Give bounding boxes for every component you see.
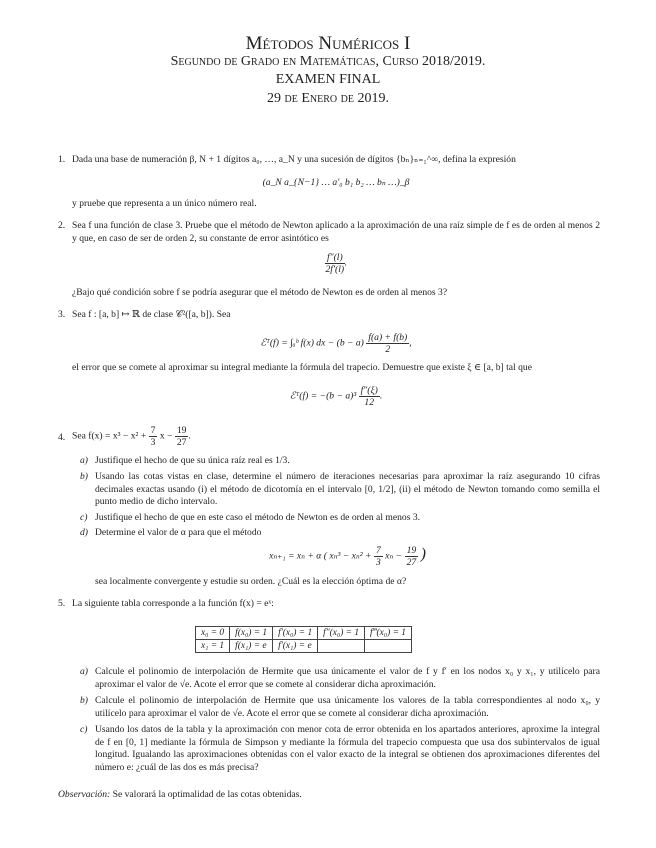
formula-mid: x − bbox=[159, 430, 173, 442]
question-2-formula bbox=[72, 252, 600, 275]
observation bbox=[58, 789, 302, 800]
item-text: Justifique el hecho de que en este caso el método de Newton es de orden al menos 3. bbox=[95, 512, 421, 523]
numerator: f(a) + f(b) bbox=[368, 332, 408, 343]
table-row bbox=[196, 627, 412, 640]
question-4d-formula bbox=[95, 545, 600, 568]
denominator: 2 bbox=[385, 344, 391, 355]
item-text: Calcule el polinomio de interpolación de Hermite que usa únicamente el valor de f y f′ en los nodos x₀ y x₁, y utilícelo para aproximar el valor de √e. Acote el error que se comete al considerar dicha aproximación. bbox=[95, 666, 600, 690]
formula-left: ℰᵀ(f) = −(b − a)³ bbox=[289, 390, 357, 402]
item-text: Justifique el hecho de que su única raíz real es 1/3. bbox=[95, 455, 290, 466]
exam-subtitle: Segundo de Grado en Matemáticas, Curso 2018/2019. bbox=[170, 54, 486, 69]
denominator: 2f′(l) bbox=[325, 264, 345, 275]
exam-date: 29 de Enero de 2019. bbox=[267, 91, 389, 106]
question-3-formula bbox=[72, 332, 600, 355]
denominator: 27 bbox=[176, 437, 187, 448]
question-3-text: Sea f : [a, b] ↦ ℝ de clase 𝒞²([a, b]). Sea bbox=[72, 309, 231, 320]
table-cell: f‴(x₀) = 1 bbox=[365, 627, 412, 640]
numerator: 7 bbox=[375, 545, 381, 556]
fraction bbox=[374, 545, 383, 568]
question-3-formula-2 bbox=[72, 385, 600, 408]
formula-mid: xₙ − bbox=[385, 550, 403, 562]
observation-text: Se valorará la optimalidad de las cotas obtenidas. bbox=[112, 789, 302, 800]
table-cell bbox=[365, 640, 412, 653]
item-text: Calcule el polinomio de interpolación de Hermite que usa únicamente los valores de la tabla correspondientes al nodo x₀, y utilícelo para aproximar el valor de √e. Acote el error que se comete al considerar dicha aproximación. bbox=[95, 695, 600, 719]
exam-type: EXAMEN FINAL bbox=[275, 72, 381, 87]
question-2-text: Sea f una función de clase 3. Pruebe que el método de Newton aplicado a la aproximación de una raíz simple de f es de orden al menos 2 y que, en caso de ser de orden 2, su constante de error asintótico es bbox=[72, 220, 600, 244]
denominator: 3 bbox=[375, 557, 381, 568]
item-text: Usando los datos de la tabla y la aproximación con menor cota de error obtenida en los apartados anteriores, aproxime la integral de f en [0, 1] mediante la fórmula de Simpson y mediante la fórmula del trapecio compuesta que usa dos subintervalos de igual longitud. Igualando las aproximaciones obtenidas con el valor exacto de la integral se obtienen dos aproximaciones diferentes del número e: ¿cuál de las dos es más precisa? bbox=[95, 724, 600, 773]
formula-end: ) bbox=[420, 545, 426, 563]
item-text: Usando las cotas vistas en clase, determine el número de iteraciones necesarias para aproximar la raíz asegurando 10 cifras decimales exactas usando (i) el método de dicotomía en el intervalo [0, 1/2], (ii) el método de Newton tomando como semilla el punto medio de dicho intervalo. bbox=[95, 471, 600, 508]
item-text-after: sea localmente convergente y estudie su orden. ¿Cuál es la elección óptima de α? bbox=[95, 576, 407, 587]
punct: , bbox=[409, 337, 412, 349]
fraction bbox=[149, 425, 158, 448]
item-label: a) bbox=[80, 666, 88, 677]
formula-left: ℰᵀ(f) = ∫ₐᵇ f(x) dx − (b − a) bbox=[260, 337, 364, 349]
item-label: a) bbox=[80, 455, 88, 466]
item-label: d) bbox=[80, 527, 88, 538]
table-row bbox=[196, 640, 412, 653]
question-number: 1. bbox=[58, 154, 66, 165]
item-label: b) bbox=[80, 695, 88, 706]
fraction bbox=[366, 332, 412, 355]
question-4-text bbox=[72, 425, 191, 448]
question-1-expression: (a_N a_{N−1} … a′₀ b₁ b₂ … bₙ …)_β bbox=[262, 177, 410, 188]
punct: . bbox=[344, 257, 348, 269]
question-2-after: ¿Bajo qué condición sobre f se podría asegurar que el método de Newton es de orden al menos 3? bbox=[72, 287, 448, 298]
fraction bbox=[359, 385, 383, 408]
punct: . bbox=[188, 430, 191, 442]
question-number: 2. bbox=[58, 220, 66, 231]
item-label: b) bbox=[80, 471, 88, 482]
question-5-text: La siguiente tabla corresponde a la función f(x) = eˣ: bbox=[72, 598, 274, 609]
numerator: 19 bbox=[406, 545, 417, 556]
table-cell bbox=[318, 640, 365, 653]
question-1-after: y pruebe que representa a un único número real. bbox=[72, 198, 257, 209]
observation-label: Observación: bbox=[58, 789, 111, 800]
item-label: c) bbox=[80, 512, 88, 523]
numerator: f″(ξ) bbox=[360, 385, 378, 396]
question-number: 5. bbox=[58, 598, 66, 609]
question-3-mid: el error que se comete al aproximar su integral mediante la fórmula del trapecio. Demuestre que existe ξ ∈ [a, b] tal que bbox=[72, 362, 532, 373]
fraction bbox=[405, 545, 419, 568]
table-cell: x₁ = 1 bbox=[196, 640, 230, 653]
question-1-text: Dada una base de numeración β, N + 1 dígitos a₀, …, a_N y una sucesión de dígitos {bₙ}ₙ₌₁^∞, defina la expresión bbox=[72, 154, 516, 165]
values-table bbox=[195, 626, 412, 653]
formula-left: xₙ₊₁ = xₙ + α ( xₙ³ − xₙ² + bbox=[269, 550, 372, 562]
table-cell: f′(x₀) = 1 bbox=[273, 627, 318, 640]
punct: . bbox=[379, 390, 383, 402]
item-label: c) bbox=[80, 724, 88, 735]
fraction bbox=[175, 425, 189, 448]
table-cell: f(x₁) = e bbox=[230, 640, 273, 653]
table-cell: x₀ = 0 bbox=[196, 627, 230, 640]
formula-left: Sea f(x) = x³ − x² + bbox=[72, 430, 147, 442]
table-cell: f″(x₀) = 1 bbox=[318, 627, 365, 640]
exam-title: Métodos Numéricos I bbox=[245, 33, 411, 54]
numerator: 19 bbox=[176, 425, 187, 436]
table-cell: f(x₀) = 1 bbox=[230, 627, 273, 640]
denominator: 12 bbox=[364, 397, 375, 408]
fraction bbox=[325, 252, 348, 275]
denominator: 3 bbox=[150, 437, 156, 448]
question-number: 4. bbox=[58, 432, 66, 443]
table-cell: f′(x₁) = e bbox=[273, 640, 318, 653]
question-number: 3. bbox=[58, 309, 66, 320]
numerator: 7 bbox=[150, 425, 156, 436]
item-text: Determine el valor de α para que el método bbox=[95, 527, 262, 538]
denominator: 27 bbox=[406, 557, 417, 568]
numerator: f″(l) bbox=[326, 252, 343, 263]
